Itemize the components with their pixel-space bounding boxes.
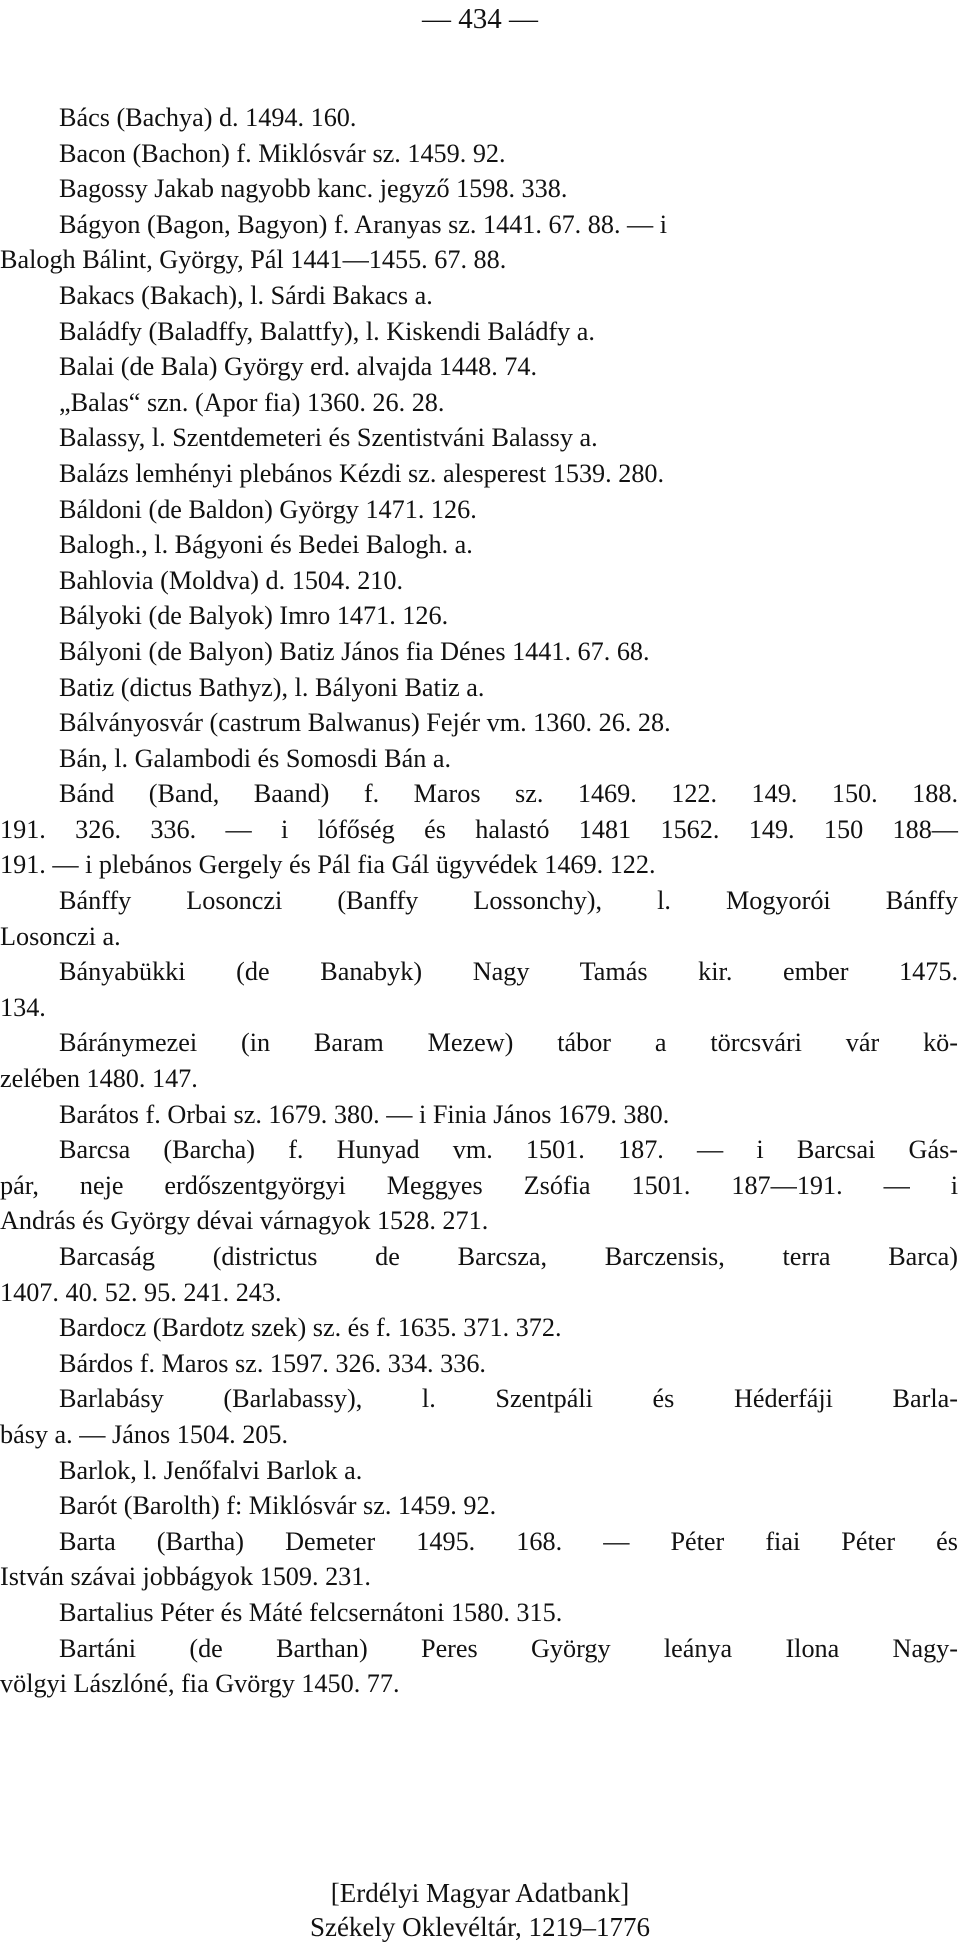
entry-line: Bánd (Band, Baand) f. Maros sz. 1469. 122. 149. 150. 188.	[59, 779, 958, 809]
page-number: — 434 —	[422, 3, 538, 35]
entry-line: Báldoni (de Baldon) György 1471. 126.	[59, 494, 477, 524]
entry-line: 134.	[0, 992, 46, 1022]
entry-line: Bánffy Losonczi (Banffy Lossonchy), l. Mogyorói Bánffy	[59, 886, 958, 916]
entry-line: Batiz (dictus Bathyz), l. Bályoni Batiz a.	[59, 672, 485, 702]
entry-line: Barlok, l. Jenőfalvi Barlok a.	[59, 1455, 363, 1485]
entry-line: völgyi Lászlóné, fia Gvörgy 1450. 77.	[0, 1669, 400, 1699]
entry-line: Bálványosvár (castrum Balwanus) Fejér vm. 1360. 26. 28.	[59, 708, 671, 738]
entry-line: Barót (Barolth) f: Miklósvár sz. 1459. 92.	[59, 1491, 497, 1521]
entry-line: 191. 326. 336. — i lófőség és halastó 1481 1562. 149. 150 188—	[0, 814, 958, 844]
entry-line: Balassy, l. Szentdemeteri és Szentistváni Balassy a.	[59, 423, 598, 453]
footer-title: Székely Oklevéltár, 1219–1776	[309, 1912, 651, 1942]
entry-line: András és György dévai várnagyok 1528. 271.	[0, 1206, 489, 1236]
entry-line: Bacon (Bachon) f. Miklósvár sz. 1459. 92.	[59, 138, 506, 168]
entry-line: Bályoni (de Balyon) Batiz János fia Dénes 1441. 67. 68.	[59, 636, 650, 666]
entry-line: Bardocz (Bardotz szek) sz. és f. 1635. 371. 372.	[59, 1313, 562, 1343]
entry-line: Bartalius Péter és Máté felcsernátoni 1580. 315.	[59, 1597, 563, 1627]
entry-line: Barcaság (districtus de Barcsza, Barczensis, terra Barca)	[59, 1242, 958, 1271]
entry-line: Bárdos f. Maros sz. 1597. 326. 334. 336.	[59, 1348, 486, 1378]
entry-line: Bahlovia (Moldva) d. 1504. 210.	[59, 565, 404, 595]
entry-line: „Balas“ szn. (Apor fia) 1360. 26. 28.	[59, 387, 445, 417]
entry-line: Bakacs (Bakach), l. Sárdi Bakacs a.	[59, 280, 433, 310]
entry-line: Balai (de Bala) György erd. alvajda 1448. 74.	[59, 352, 538, 382]
entry-list	[0, 100, 958, 1702]
entry-line: pár, neje erdőszentgyörgyi Meggyes Zsófia 1501. 187—191. — i	[0, 1170, 958, 1200]
entry-line: Balázs lemhényi plebános Kézdi sz. alesperest 1539. 280.	[59, 458, 665, 488]
entry-line: Báránymezei (in Baram Mezew) tábor a törcsvári vár kö-	[59, 1028, 958, 1058]
entry-line: Bán, l. Galambodi és Somosdi Bán a.	[59, 743, 452, 773]
entry-line: 1407. 40. 52. 95. 241. 243.	[0, 1277, 282, 1307]
entry-line: 191. — i plebános Gergely és Pál fia Gál ügyvédek 1469. 122.	[0, 850, 656, 880]
entry-line: István szávai jobbágyok 1509. 231.	[0, 1562, 371, 1592]
entry-line: Barátos f. Orbai sz. 1679. 380. — i Finia János 1679. 380.	[59, 1099, 670, 1129]
entry-line: Bács (Bachya) d. 1494. 160.	[59, 103, 357, 132]
entry-line: Bályoki (de Balyok) Imro 1471. 126.	[59, 601, 449, 631]
entry-line: básy a. — János 1504. 205.	[0, 1419, 289, 1449]
entry-line: Balogh., l. Bágyoni és Bedei Balogh. a.	[59, 530, 473, 560]
entry-line: Baládfy (Baladffy, Balattfy), l. Kiskendi Baládfy a.	[59, 316, 595, 346]
entry-line: Bányabükki (de Banabyk) Nagy Tamás kir. ember 1475.	[59, 957, 958, 987]
entry-line: Losonczi a.	[0, 921, 121, 951]
entry-line: Balogh Bálint, György, Pál 1441—1455. 67. 88.	[0, 245, 507, 275]
entry-line: Bartáni (de Barthan) Peres György leánya Ilona Nagy-	[59, 1633, 958, 1663]
entry-line: Bagossy Jakab nagyobb kanc. jegyző 1598. 338.	[59, 174, 568, 204]
entry-line: Bágyon (Bagon, Bagyon) f. Aranyas sz. 1441. 67. 88. — i	[59, 209, 668, 239]
entry-line: Barta (Bartha) Demeter 1495. 168. — Péter fiai Péter és	[59, 1526, 958, 1556]
entry-line: zelében 1480. 147.	[0, 1064, 198, 1094]
entry-line: Barlabásy (Barlabassy), l. Szentpáli és Héderfáji Barla-	[59, 1384, 958, 1414]
entry-line: Barcsa (Barcha) f. Hunyad vm. 1501. 187. — i Barcsai Gás-	[59, 1135, 958, 1165]
footer-source: [Erdélyi Magyar Adatbank]	[330, 1878, 630, 1908]
